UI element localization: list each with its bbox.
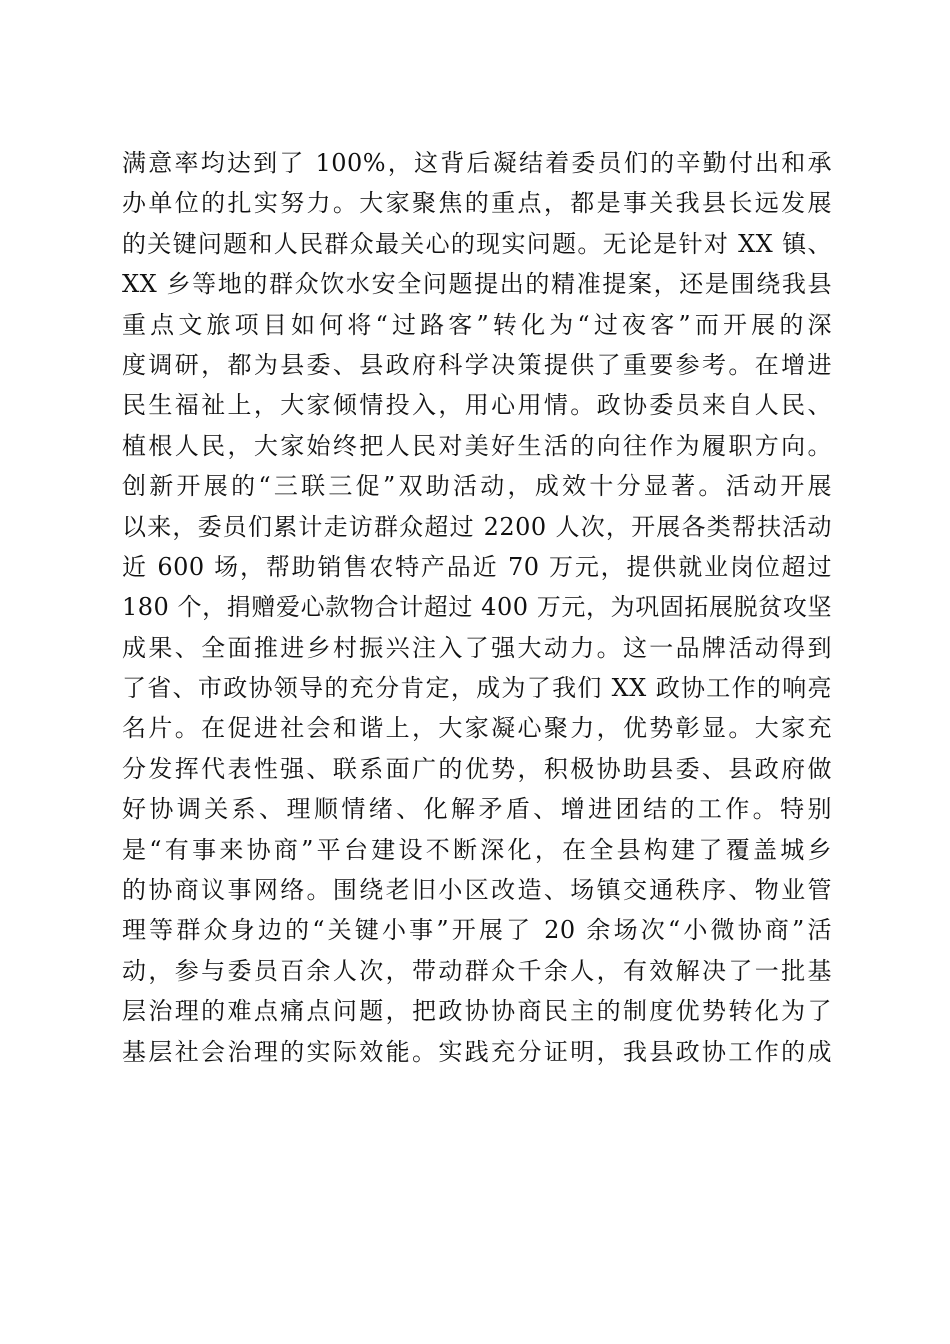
text-line: 分发挥代表性强、联系面广的优势，积极协助县委、县政府做 bbox=[122, 754, 832, 783]
text-line: 度调研，都为县委、县政府科学决策提供了重要参考。在增进 bbox=[122, 350, 832, 379]
text-line: XX 乡等地的群众饮水安全问题提出的精准提案，还是围绕我县 bbox=[122, 270, 832, 299]
text-line: 以来，委员们累计走访群众超过 2200 人次，开展各类帮扶活动 bbox=[122, 512, 832, 541]
text-line: 是“有事来协商”平台建设不断深化，在全县构建了覆盖城乡 bbox=[122, 835, 832, 864]
text-line: 基层社会治理的实际效能。实践充分证明，我县政协工作的成 bbox=[122, 1037, 832, 1066]
text-line: 层治理的难点痛点问题，把政协协商民主的制度优势转化为了 bbox=[122, 997, 832, 1026]
text-line: 名片。在促进社会和谐上，大家凝心聚力，优势彰显。大家充 bbox=[122, 714, 832, 743]
text-line: 的关键问题和人民群众最关心的现实问题。无论是针对 XX 镇、 bbox=[122, 229, 832, 258]
text-line: 重点文旅项目如何将“过路客”转化为“过夜客”而开展的深 bbox=[122, 310, 832, 339]
text-line: 动，参与委员百余人次，带动群众千余人，有效解决了一批基 bbox=[122, 956, 832, 985]
text-line: 了省、市政协领导的充分肯定，成为了我们 XX 政协工作的响亮 bbox=[122, 674, 832, 703]
text-line: 办单位的扎实努力。大家聚焦的重点，都是事关我县长远发展 bbox=[122, 189, 832, 218]
text-line: 成果、全面推进乡村振兴注入了强大动力。这一品牌活动得到 bbox=[122, 633, 832, 662]
text-line: 180 个，捐赠爱心款物合计超过 400 万元，为巩固拓展脱贫攻坚 bbox=[122, 593, 832, 622]
text-line: 满意率均达到了 100%，这背后凝结着委员们的辛勤付出和承 bbox=[122, 149, 832, 177]
body-paragraph bbox=[122, 143, 832, 1072]
text-line: 理等群众身边的“关键小事”开展了 20 余场次“小微协商”活 bbox=[122, 916, 832, 945]
text-line: 植根人民，大家始终把人民对美好生活的向往作为履职方向。 bbox=[122, 431, 832, 460]
text-line: 近 600 场，帮助销售农特产品近 70 万元，提供就业岗位超过 bbox=[122, 552, 832, 581]
text-line: 创新开展的“三联三促”双助活动，成效十分显著。活动开展 bbox=[122, 472, 832, 501]
text-line: 的协商议事网络。围绕老旧小区改造、场镇交通秩序、物业管 bbox=[122, 876, 832, 905]
text-line: 好协调关系、理顺情绪、化解矛盾、增进团结的工作。特别 bbox=[122, 795, 832, 824]
text-line: 民生福祉上，大家倾情投入，用心用情。政协委员来自人民、 bbox=[122, 391, 832, 420]
